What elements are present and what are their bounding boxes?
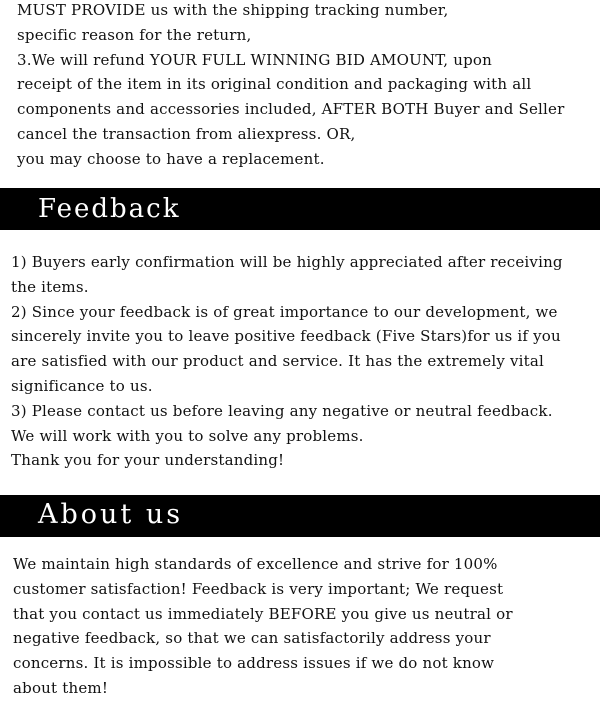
feedback-line: We will work with you to solve any problems. xyxy=(11,426,364,445)
returns-line: you may choose to have a replacement. xyxy=(17,149,325,168)
about-line: about them! xyxy=(13,678,109,697)
feedback-line: sincerely invite you to leave positive feedback (Five Stars)for us if you xyxy=(11,327,561,346)
about-line: negative feedback, so that we can satisfactorily address your xyxy=(13,629,491,648)
returns-line: components and accessories included, AFTER BOTH Buyer and Seller xyxy=(17,100,565,119)
about-us-heading: About us xyxy=(38,499,184,530)
feedback-line: Thank you for your understanding! xyxy=(11,451,285,470)
feedback-section xyxy=(0,250,600,473)
returns-line: specific reason for the return, xyxy=(17,25,252,44)
about-line: We maintain high standards of excellence and strive for 100% xyxy=(13,555,498,573)
about-line: that you contact us immediately BEFORE you give us neutral or xyxy=(13,604,513,623)
feedback-line: 3) Please contact us before leaving any negative or neutral feedback. xyxy=(11,401,553,420)
returns-line: receipt of the item in its original condition and packaging with all xyxy=(17,75,532,94)
about-us-banner xyxy=(0,495,600,537)
about-line: customer satisfaction! Feedback is very important; We request xyxy=(13,579,504,598)
feedback-line: significance to us. xyxy=(11,376,153,395)
about-us-section xyxy=(0,552,600,701)
feedback-banner xyxy=(0,188,600,230)
feedback-line: 1) Buyers early confirmation will be highly appreciated after receiving xyxy=(11,253,563,271)
returns-line: cancel the transaction from aliexpress. OR, xyxy=(17,124,356,143)
feedback-line: 2) Since your feedback is of great importance to our development, we xyxy=(11,302,558,321)
feedback-line: are satisfied with our product and service. It has the extremely vital xyxy=(11,352,545,371)
returns-line: MUST PROVIDE us with the shipping tracking number, xyxy=(17,1,449,19)
returns-policy-section xyxy=(0,0,600,172)
feedback-line: the items. xyxy=(11,277,89,296)
returns-line: 3.We will refund YOUR FULL WINNING BID AMOUNT, upon xyxy=(17,50,492,69)
about-line: concerns. It is impossible to address issues if we do not know xyxy=(13,654,495,673)
feedback-heading: Feedback xyxy=(38,194,181,224)
